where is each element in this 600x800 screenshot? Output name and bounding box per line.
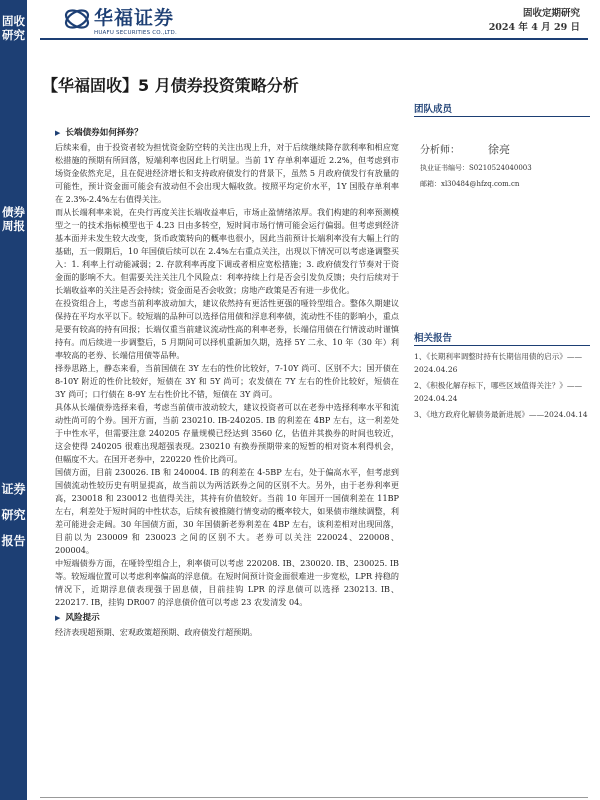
body-paragraph: 而从长端利率来说，在央行再度关注长端收益率后，市场止盈情绪浓厚。我们构建的利率预测模型之一的技术指标模型也于 4.23 日由多转空，短时间市场行情可能会运行偏弱。但考虑到经济基本面并未发生较大改变，货币政策转向的概率也很小，因此当前预计长端利率没有大幅上行的基础，五一假期后，10 年国债后续可以在 2.4%左右重点关注，出现以下情况可以考虑逢调整买入：1. 利率上行动能减弱；2. 存款利率再度下调或者相应宽松措施；3. 政府债发行节奏对于资金面的影响不大。但需要关注关注几个风险点：利率持续上行是否会引发负反馈；央行后续对于长端收益率的关注是否会持续；资金面是否会收敛；房地产政策是否有进一步优化。	[55, 207, 399, 295]
related-reports-title: 相关报告	[414, 333, 453, 344]
related-divider	[414, 345, 590, 346]
body-paragraph: 后续来看，由于投资者较为担忧资金防空转的关注出现上升，对于后续继续降存款利率和相应宽松措施的预期有所回落，短端利率也因此上行明显。当前 1Y 存单利率逼近 2.2%，但考虑到市场资金依然充足，且在促进经济增长和支持政府债发行的背景下，虽然 5 月政府债发行有放量的可能性，预计资金面可能会有波动但不会出现大幅收敛。按照平均定价水平，1Y 国股存单利率在 2.3%-2.4%左右值得关注。	[55, 142, 399, 204]
related-report-item[interactable]: 2、《积极化解存标下，哪些区域值得关注？》——2024.04.24	[414, 381, 583, 403]
main-content	[55, 124, 399, 639]
report-title: 【华福固收】5 月债券投资策略分析	[42, 76, 299, 95]
analyst-email[interactable]: 邮箱：xl30484@hfzq.com.cn	[420, 180, 520, 188]
analyst-line	[420, 141, 595, 157]
footer-divider	[40, 797, 588, 798]
analyst-block	[420, 141, 595, 189]
body-paragraph: 国债方面，目前 230026. IB 和 240004. IB 的利差在 4-5BP 左右，处于偏高水平，但考虑到国债流动性较历史有明显提高，故当前以为两活跃券之间的区别不大。另外，由于老券利率更高，230018 和 230012 也值得关注，其持有价值较好。当前 10 年国开一国债利差在 11BP 左右，利差处于短时间的中性状态，后续有被推随行情变动的概率较大，如果债市继续调整，利差可能进会走阔。30 年国债方面，30 年国债新老券利差在 4BP 左右，该利差相对出现回落，目前以为 230009 和 230023 之间的区别不大。老券可以关注 220024、220008、200004。	[55, 467, 399, 555]
analyst-cert: 执业证书编号：S0210524040003	[420, 164, 532, 172]
sidebar-securities-label: 证券研究报告	[1, 482, 26, 548]
report-type: 固收定期研究	[522, 8, 580, 19]
analyst-label: 分析师：	[420, 145, 460, 156]
team-section-title: 团队成员	[414, 104, 453, 115]
analyst-name: 徐亮	[488, 143, 510, 156]
report-date: 2024 年 4 月 29 日	[488, 22, 580, 33]
logo-chinese-name: 华福证券	[94, 7, 175, 29]
logo-mark-icon	[64, 6, 90, 32]
sidebar-fixed-income-label: 固收研究	[2, 14, 25, 42]
logo-english-name: HUAFU SECURITIES CO.,LTD.	[94, 30, 177, 36]
body-paragraph: 在投资组合上，考虑当前利率波动加大，建议依然持有更活性更强的哑铃型组合。整体久期建议保持在平均水平以下。较短端的品种可以选择信用债和浮息利率债，流动性不佳的影响小，重点是要有较高的持有回报；长端仅重当前建议流动性高的利率老券，长端信用债在行情波动时谨慎持有。而后续进一步调整后，5 月期间可以择机重新加久期，选择 5Y 二永、10 年（30 年）利率较高的老券、长端信用债等品种。	[55, 298, 399, 360]
related-report-item[interactable]: 1、《长期利率调整时持有长期信用债的启示》——2024.04.26	[414, 352, 583, 374]
body-paragraph: 择券思路上，静态来看，当前国债在 3Y 左右的性价比较好，7-10Y 尚可、区别不大；国开债在 8-10Y 附近的性价比较好，短债在 3Y 和 5Y 尚可；农发债在 7Y 左右的性价比较好，短债在 3Y 尚可；口行债在 8-9Y 左右性价比不错，短债在 3Y 尚可。	[55, 363, 399, 399]
related-report-item[interactable]: 3、《地方政府化解债务最新进展》——2024.04.14	[414, 410, 588, 419]
header-divider	[40, 38, 588, 40]
section-heading-risk: ▶ 风险提示	[55, 611, 399, 625]
sidebar-weekly-label: 债券周报	[2, 205, 25, 233]
body-paragraph: 具体从长端债券选择来看，考虑当前债市波动较大，建议投资者可以在老券中选择利率水平和流动性尚可的个券。国开方面，当前 230210. IB-240205. IB 的利差在 4BP 左右，这一利差处于中性水平，但需要注意 240205 存量规模已经达到 3560 亿，估值并其换券的时间也较近，这会使得 240205 很难出现超强表现。230210 有换券预期带来的短暂的相对资本利得机会，但幅度不大。在国开老券中，220220 性价比尚可。	[55, 402, 399, 464]
risk-paragraph: 经济表现超预期、宏观政策超预期、政府债发行超预期。	[55, 627, 258, 637]
related-reports-list	[414, 350, 590, 424]
left-sidebar-band	[0, 0, 27, 800]
body-paragraph: 中短端债券方面，在哑铃型组合上，利率债可以考虑 220208. IB、230020. IB、230025. IB 等。较短端位置可以考虑利率偏高的浮息债。在短时间预计资金面很难进一步宽松，LPR 持稳的情况下，近期浮息债表现强于固息债，目前挂钩 LPR 的浮息债可以选择 230213. IB、220217. IB，挂钩 DR007 的浮息债价值可以考虑 23 农发清发 04。	[55, 558, 399, 607]
team-divider	[414, 116, 590, 117]
section-heading-selection: ▶ 长端债券如何择券？	[55, 126, 399, 140]
